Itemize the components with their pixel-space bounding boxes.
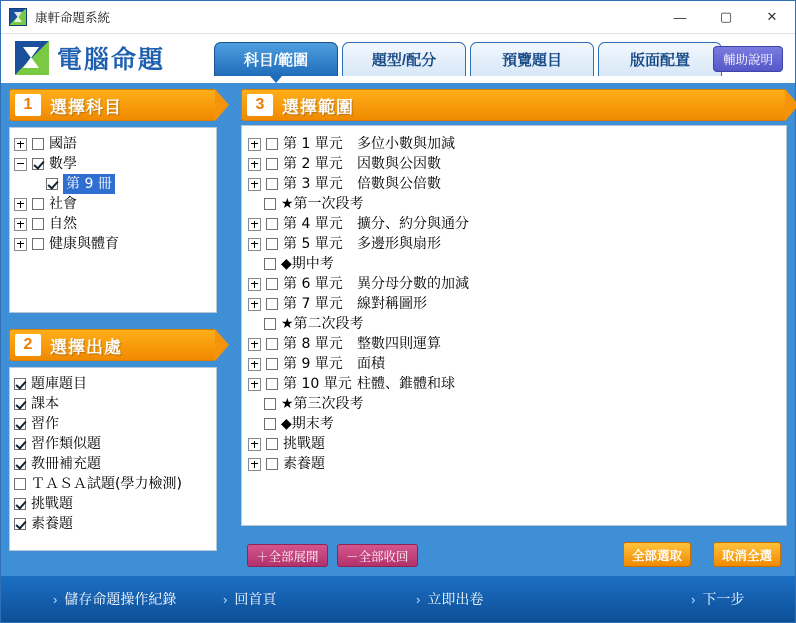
expander-plus-icon[interactable] (248, 338, 261, 351)
section-2-wrap (9, 329, 217, 551)
section-1-number: 1 (15, 94, 41, 116)
unit-label: 第 9 單元 (283, 356, 343, 372)
help-button[interactable]: 輔助說明 (713, 46, 783, 72)
unit-title: 倍數與公倍數 (357, 176, 441, 192)
tree-item-subject[interactable] (14, 214, 212, 234)
expander-plus-icon[interactable] (248, 138, 261, 151)
checkbox-icon[interactable] (266, 278, 278, 290)
section-2-title: 選擇出處 (50, 337, 122, 357)
make-paper-label: 立即出卷 (427, 591, 484, 607)
section-1-banner (9, 89, 217, 121)
expander-none-icon (30, 179, 41, 190)
checkbox-icon[interactable] (14, 378, 26, 390)
right-column (241, 89, 787, 570)
table-row[interactable] (248, 334, 780, 354)
list-item[interactable] (14, 494, 212, 514)
table-row[interactable] (248, 254, 780, 274)
list-item-label: 習作類似題 (31, 436, 101, 452)
tree-item-subject[interactable] (14, 194, 212, 214)
exam-label: ★第三次段考 (281, 396, 364, 412)
unit-title: 異分母分數的加減 (357, 276, 469, 292)
app-logo-icon (9, 8, 27, 26)
expander-plus-icon[interactable] (248, 358, 261, 371)
table-row[interactable] (248, 174, 780, 194)
list-item[interactable] (14, 434, 212, 454)
expander-plus-icon[interactable] (248, 278, 261, 291)
checkbox-icon[interactable] (32, 198, 44, 210)
exam-label: ◆期末考 (281, 416, 334, 432)
exam-label: ★第一次段考 (281, 196, 364, 212)
next-step-button[interactable] (691, 589, 744, 609)
expander-plus-icon[interactable] (248, 178, 261, 191)
unit-label: 素養題 (283, 456, 325, 472)
tree-item-label: 社會 (49, 196, 77, 212)
brand-title: 電腦命題 (57, 45, 166, 74)
chevron-right-icon: › (691, 591, 696, 607)
checkbox-icon[interactable] (266, 458, 278, 470)
checkbox-icon[interactable] (264, 198, 276, 210)
table-row[interactable] (248, 414, 780, 434)
list-item-label: 課本 (31, 396, 59, 412)
expander-plus-icon[interactable] (248, 238, 261, 251)
list-item[interactable] (14, 514, 212, 534)
checkbox-icon[interactable] (32, 238, 44, 250)
table-row[interactable] (248, 274, 780, 294)
section-3-banner (241, 89, 787, 121)
table-row[interactable] (248, 314, 780, 334)
expander-plus-icon[interactable] (14, 138, 27, 151)
select-all-button[interactable]: 全部選取 (623, 542, 691, 567)
expander-plus-icon[interactable] (14, 238, 27, 251)
content-area (1, 83, 795, 576)
expander-none-icon (248, 419, 259, 430)
brand-logo (15, 40, 165, 76)
tree-item-label: 健康與體育 (49, 236, 119, 252)
unit-label: 第 7 單元 (283, 296, 343, 312)
section-2-banner (9, 329, 217, 361)
next-step-label: 下一步 (702, 591, 745, 607)
title-bar (1, 1, 795, 34)
chevron-right-icon: › (416, 591, 421, 607)
unit-title: 面積 (357, 356, 385, 372)
section-2-number: 2 (15, 334, 41, 356)
table-row[interactable] (248, 134, 780, 154)
table-row[interactable] (248, 234, 780, 254)
save-log-label: 儲存命題操作紀錄 (64, 591, 177, 607)
unit-label: 第 4 單元 (283, 216, 343, 232)
exam-label: ◆期中考 (281, 256, 334, 272)
window-title: 康軒命題系統 (35, 11, 111, 25)
exam-label: ★第二次段考 (281, 316, 364, 332)
chevron-right-icon: › (223, 591, 228, 607)
unselect-all-button[interactable]: 取消全選 (713, 542, 781, 567)
expander-none-icon (248, 399, 259, 410)
tab-preview-questions[interactable]: 預覽題目 (470, 42, 594, 76)
expander-plus-icon[interactable] (248, 378, 261, 391)
checkbox-icon[interactable] (14, 438, 26, 450)
table-row[interactable] (248, 454, 780, 474)
unit-label: 第 8 單元 (283, 336, 343, 352)
checkbox-icon[interactable] (266, 378, 278, 390)
checkbox-icon[interactable] (46, 178, 58, 190)
unit-label: 第 6 單元 (283, 276, 343, 292)
checkbox-icon[interactable] (266, 298, 278, 310)
expander-plus-icon[interactable] (248, 158, 261, 171)
tree-item-label-selected: 第 9 冊 (63, 174, 115, 194)
list-item-label: 素養題 (31, 516, 73, 532)
expander-minus-icon[interactable] (14, 158, 27, 171)
expander-plus-icon[interactable] (14, 198, 27, 211)
window-controls (657, 1, 795, 33)
unit-title: 柱體、錐體和球 (357, 376, 455, 392)
chevron-right-icon: › (53, 591, 58, 607)
expander-none-icon (248, 259, 259, 270)
table-row[interactable] (248, 294, 780, 314)
checkbox-icon[interactable] (264, 398, 276, 410)
tab-layout[interactable]: 版面配置 (598, 42, 722, 76)
expander-none-icon (248, 319, 259, 330)
unit-title: 多邊形與扇形 (357, 236, 441, 252)
checkbox-icon[interactable] (14, 398, 26, 410)
section-3-title: 選擇範圍 (282, 97, 354, 117)
unit-title: 線對稱圖形 (357, 296, 427, 312)
main-tabs (214, 42, 722, 76)
subject-tree[interactable] (9, 127, 217, 313)
unit-label: 第 5 單元 (283, 236, 343, 252)
list-item-label: 挑戰題 (31, 496, 73, 512)
list-item-label: 習作 (31, 416, 59, 432)
list-item-label: 教冊補充題 (31, 456, 101, 472)
list-item[interactable] (14, 394, 212, 414)
unit-label: 挑戰題 (283, 436, 325, 452)
checkbox-icon[interactable] (266, 358, 278, 370)
expander-plus-icon[interactable] (248, 298, 261, 311)
checkbox-icon[interactable] (14, 418, 26, 430)
section-1-title: 選擇科目 (50, 97, 122, 117)
unit-title: 整數四則運算 (357, 336, 441, 352)
list-item-label: ＴＡＳＡ試題(學力檢測) (31, 476, 182, 492)
checkbox-icon[interactable] (264, 418, 276, 430)
checkbox-icon[interactable] (14, 478, 26, 490)
expander-none-icon (248, 199, 259, 210)
unit-label: 第 2 單元 (283, 156, 343, 172)
expander-plus-icon[interactable] (14, 218, 27, 231)
expander-plus-icon[interactable] (248, 218, 261, 231)
collapse-all-button[interactable]: －全部收回 (337, 544, 418, 567)
checkbox-icon[interactable] (266, 218, 278, 230)
checkbox-icon[interactable] (266, 158, 278, 170)
range-tree[interactable] (241, 125, 787, 526)
checkbox-icon[interactable] (264, 318, 276, 330)
unit-title: 多位小數與加減 (357, 136, 455, 152)
table-row[interactable] (248, 394, 780, 414)
checkbox-icon[interactable] (266, 178, 278, 190)
list-item[interactable] (14, 414, 212, 434)
home-button[interactable] (223, 589, 276, 609)
tree-item-label: 數學 (49, 156, 77, 172)
minimize-icon[interactable]: — (673, 9, 687, 25)
checkbox-icon[interactable] (14, 518, 26, 530)
app-header (1, 34, 795, 84)
list-item[interactable] (14, 374, 212, 394)
tree-item-label: 自然 (49, 216, 77, 232)
list-item[interactable] (14, 474, 212, 494)
checkbox-icon[interactable] (266, 438, 278, 450)
checkbox-icon[interactable] (266, 138, 278, 150)
unit-title: 因數與公因數 (357, 156, 441, 172)
table-row[interactable] (248, 194, 780, 214)
tab-subject-range[interactable]: 科目/範圍 (214, 42, 338, 76)
table-row[interactable] (248, 434, 780, 454)
save-log-button[interactable] (53, 589, 176, 609)
expand-all-button[interactable]: ＋全部展開 (247, 544, 328, 567)
footer-bar (1, 576, 795, 622)
checkbox-icon[interactable] (264, 258, 276, 270)
maximize-icon[interactable]: ▢ (719, 9, 733, 24)
source-list[interactable] (9, 367, 217, 551)
table-row[interactable] (248, 154, 780, 174)
left-column (9, 89, 217, 551)
checkbox-icon[interactable] (266, 338, 278, 350)
tree-item-book[interactable] (30, 174, 212, 194)
unit-title: 擴分、約分與通分 (357, 216, 469, 232)
checkbox-icon[interactable] (32, 218, 44, 230)
checkbox-icon[interactable] (32, 138, 44, 150)
checkbox-icon[interactable] (32, 158, 44, 170)
section-3-number: 3 (247, 94, 273, 116)
expander-plus-icon[interactable] (248, 438, 261, 451)
range-action-buttons (241, 542, 787, 568)
home-label: 回首頁 (234, 591, 277, 607)
checkbox-icon[interactable] (14, 498, 26, 510)
tab-question-type[interactable]: 題型/配分 (342, 42, 466, 76)
tree-item-label: 國語 (49, 136, 77, 152)
checkbox-icon[interactable] (266, 238, 278, 250)
checkbox-icon[interactable] (14, 458, 26, 470)
table-row[interactable] (248, 374, 780, 394)
list-item[interactable] (14, 454, 212, 474)
brand-mark-icon (15, 41, 49, 75)
tree-item-subject[interactable] (14, 134, 212, 154)
list-item-label: 題庫題目 (31, 376, 87, 392)
close-icon[interactable]: ✕ (766, 9, 778, 24)
table-row[interactable] (248, 354, 780, 374)
unit-label: 第 3 單元 (283, 176, 343, 192)
table-row[interactable] (248, 214, 780, 234)
tree-item-subject[interactable] (14, 154, 212, 174)
unit-label: 第 1 單元 (283, 136, 343, 152)
tree-item-subject[interactable] (14, 234, 212, 254)
expander-plus-icon[interactable] (248, 458, 261, 471)
unit-label: 第 10 單元 (283, 376, 352, 392)
make-paper-button[interactable] (416, 589, 483, 609)
